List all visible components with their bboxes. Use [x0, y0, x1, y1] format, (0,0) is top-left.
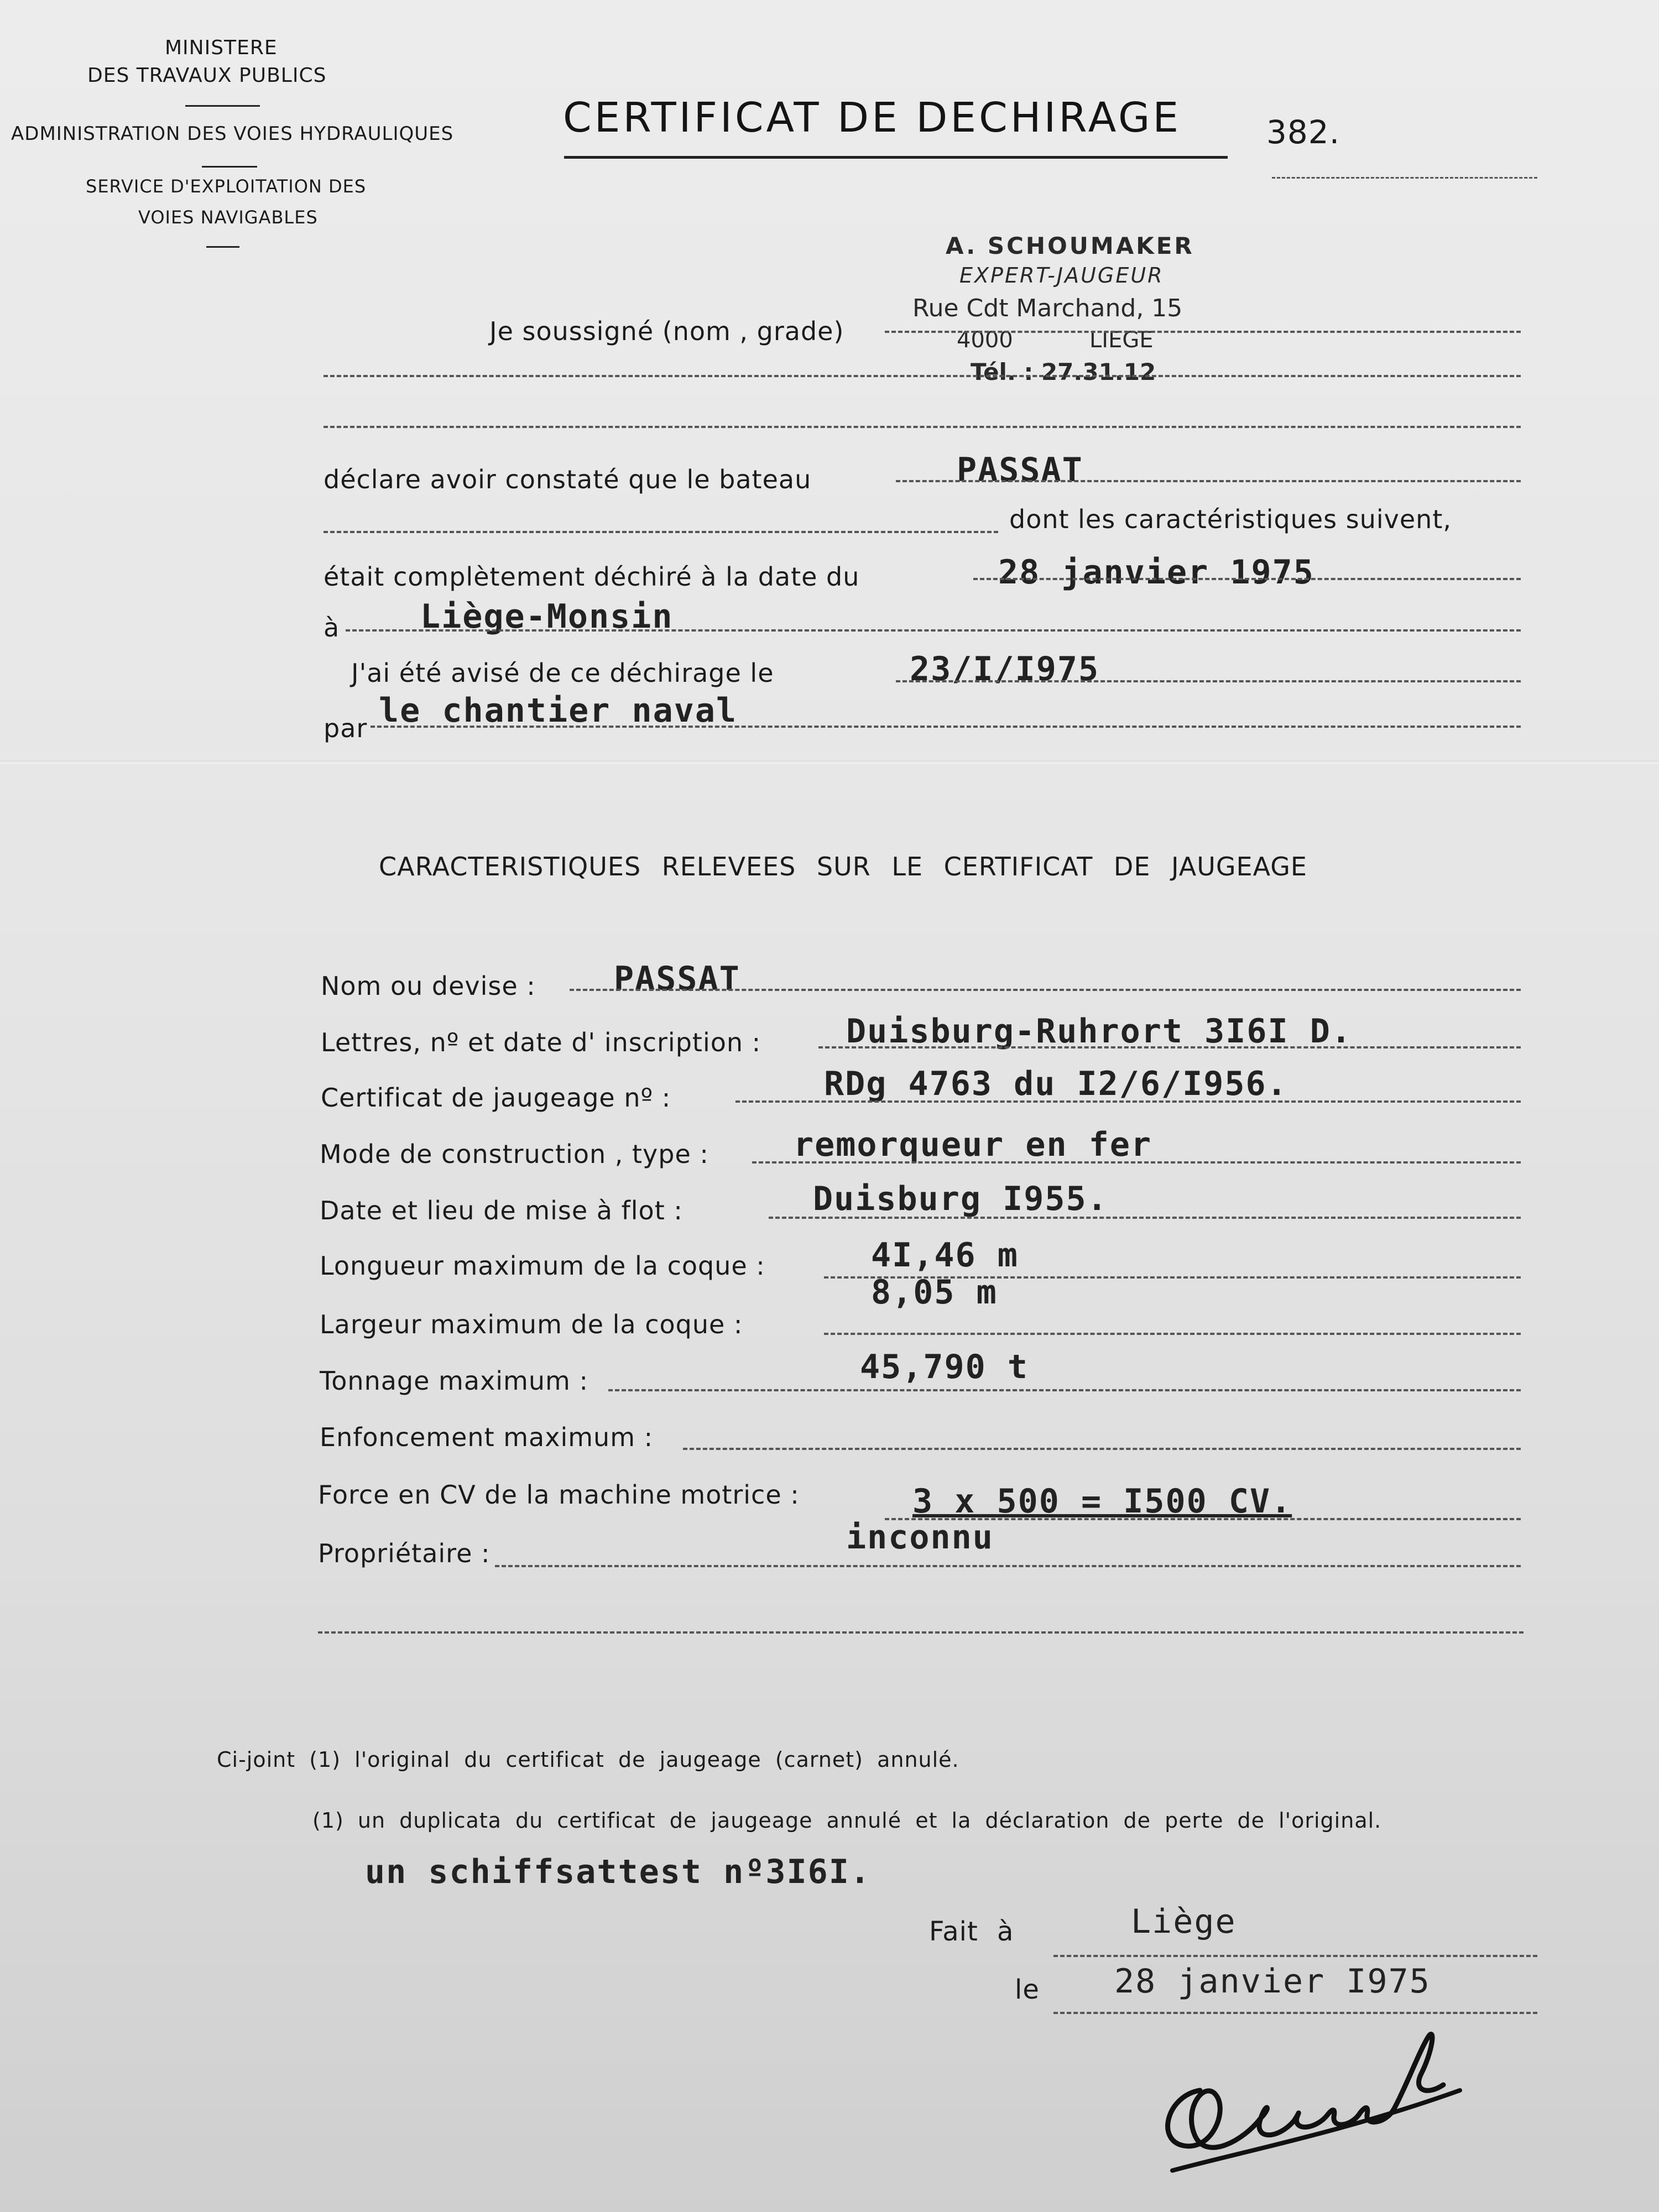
field-tonnage-dotline: [608, 1389, 1521, 1391]
service-line2: VOIES NAVIGABLES: [138, 207, 318, 228]
characteristics-dotline: [324, 531, 998, 533]
field-name-label: Nom ou devise :: [321, 971, 536, 1001]
done-at-dotline: [1053, 1955, 1537, 1957]
date-dotline: [973, 578, 1521, 580]
field-power-label: Force en CV de la machine motrice :: [318, 1480, 800, 1510]
boat-dotline: [896, 480, 1521, 482]
field-gauge-dotline: [735, 1100, 1521, 1103]
place-value: Liège-Monsin: [420, 597, 674, 636]
administration-line: ADMINISTRATION DES VOIES HYDRAULIQUES: [11, 123, 454, 145]
declares-label: déclare avoir constaté que le bateau: [324, 465, 812, 494]
torn-date-value: 28 janvier 1975: [998, 553, 1314, 592]
done-at-label: Fait à: [929, 1916, 1014, 1947]
field-width-label: Largeur maximum de la coque :: [320, 1310, 743, 1339]
undersigned-label: Je soussigné (nom , grade): [489, 316, 844, 346]
field-length-label: Longueur maximum de la coque :: [320, 1251, 765, 1281]
stamp-name: A. SCHOUMAKER: [946, 232, 1194, 259]
done-at-value: Liège: [1131, 1902, 1237, 1941]
title-underline: [564, 156, 1228, 159]
field-tonnage-value: 45,790 t: [860, 1348, 1029, 1386]
section-title: CARACTERISTIQUES RELEVEES SUR LE CERTIFICAT DE JAUGEAGE: [379, 852, 1307, 881]
duplicate-line: (1) un duplicata du certificat de jaugeage annulé et la déclaration de perte de l'original.: [312, 1808, 1382, 1833]
header-rule-2: [202, 166, 257, 168]
field-draft-dotline: [683, 1448, 1521, 1450]
by-label: par: [324, 713, 368, 743]
stamp-postal: 4000: [957, 327, 1013, 353]
document-title: CERTIFICAT DE DECHIRAGE: [563, 94, 1182, 142]
attached-line: Ci-joint (1) l'original du certificat de jaugeage (carnet) annulé.: [217, 1747, 959, 1772]
field-width-dotline: [824, 1333, 1521, 1335]
header-rule-3: [206, 246, 239, 248]
undersigned-dotline: [885, 331, 1521, 333]
certificate-number: 382.: [1266, 113, 1340, 151]
field-owner-dotline: [495, 1565, 1521, 1567]
field-construction-label: Mode de construction , type :: [320, 1139, 709, 1169]
field-name-dotline: [570, 989, 1521, 991]
was-torn-label: était complètement déchiré à la date du: [324, 562, 860, 592]
field-registration-label: Lettres, nº et date d' inscription :: [321, 1027, 761, 1057]
at-label: à: [324, 613, 340, 643]
field-registration-dotline: [818, 1046, 1521, 1048]
field-tonnage-label: Tonnage maximum :: [320, 1366, 588, 1396]
field-registration-value: Duisburg-Ruhrort 3I6I D.: [846, 1012, 1352, 1051]
by-dotline: [371, 726, 1521, 728]
notified-date-value: 23/I/I975: [910, 650, 1100, 688]
field-owner-value: inconnu: [846, 1518, 994, 1557]
field-launch-label: Date et lieu de mise à flot :: [320, 1196, 683, 1225]
field-width-value: 8,05 m: [871, 1273, 998, 1312]
stamp-city: LIEGE: [1089, 327, 1154, 353]
ministry-line1: MINISTERE: [165, 36, 278, 59]
field-construction-value: remorqueur en fer: [794, 1125, 1152, 1164]
undersigned-dotline-3: [324, 426, 1521, 428]
field-length-value: 4I,46 m: [871, 1236, 1019, 1275]
header-rule-1: [185, 105, 260, 107]
number-dotline: [1272, 177, 1537, 179]
paper-fold: [0, 760, 1659, 764]
field-gauge-value: RDg 4763 du I2/6/I956.: [824, 1065, 1288, 1103]
by-value: le chantier naval: [379, 691, 738, 730]
place-dotline: [346, 629, 1521, 632]
field-gauge-label: Certificat de jaugeage nº :: [321, 1083, 671, 1113]
date-label: le: [1015, 1974, 1040, 2005]
field-construction-dotline: [752, 1161, 1521, 1164]
ministry-line2: DES TRAVAUX PUBLICS: [87, 64, 327, 87]
signature-image: [1134, 2013, 1465, 2190]
field-draft-label: Enfoncement maximum :: [320, 1422, 654, 1452]
field-owner-label: Propriétaire :: [318, 1538, 491, 1568]
stamp-phone: Tél. : 27.31.12: [971, 358, 1156, 385]
field-power-value: 3 x 500 = I500 CV.: [912, 1482, 1292, 1521]
field-launch-value: Duisburg I955.: [813, 1180, 1108, 1218]
undersigned-dotline-2: [324, 375, 1521, 377]
field-owner-dotline-2: [318, 1631, 1524, 1634]
notified-dotline: [896, 680, 1521, 682]
field-launch-dotline: [769, 1217, 1521, 1219]
field-name-value: PASSAT: [614, 959, 740, 998]
stamp-street: Rue Cdt Marchand, 15: [912, 294, 1183, 322]
service-line1: SERVICE D'EXPLOITATION DES: [86, 176, 367, 197]
date-value: 28 janvier I975: [1114, 1962, 1431, 2001]
stamp-role: EXPERT-JAUGEUR: [959, 263, 1164, 288]
extra-attachment: un schiffsattest nº3I6I.: [365, 1853, 871, 1891]
characteristics-label: dont les caractéristiques suivent,: [1009, 504, 1452, 534]
notified-label: J'ai été avisé de ce déchirage le: [351, 658, 774, 688]
boat-name-value: PASSAT: [957, 451, 1083, 489]
